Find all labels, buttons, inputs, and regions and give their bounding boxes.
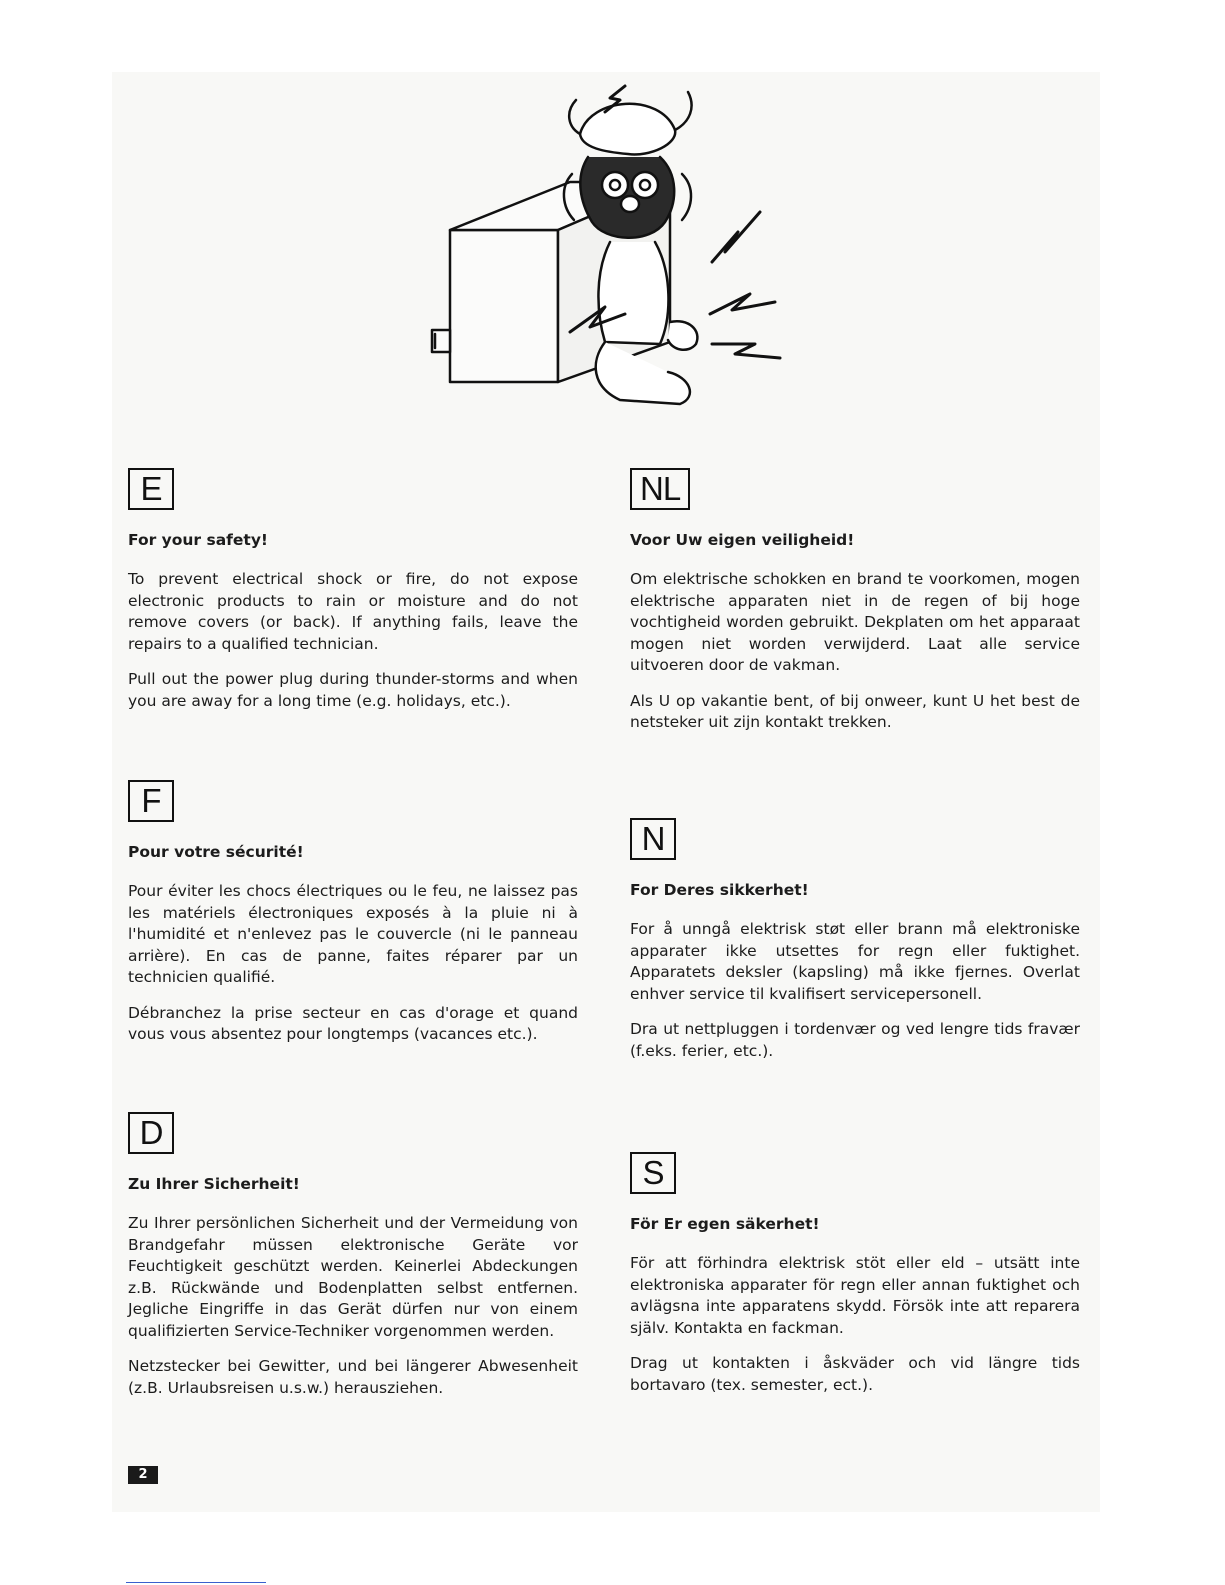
section-title: För Er egen säkerhet! [630, 1215, 820, 1233]
section-title: Voor Uw eigen veiligheid! [630, 531, 855, 549]
language-code-box: D [128, 1112, 174, 1154]
paragraph: Pour éviter les chocs électriques ou le feu, ne laissez pas les matériels électroniques exposés à la pluie ni à l'humidité et n'enlevez pas le couvercle (ni le panneau arrière). En cas de panne, faites réparer par un technicien qualifié. [128, 882, 578, 986]
paragraph: Netzstecker bei Gewitter, und bei längerer Abwesenheit (z.B. Urlaubsreisen u.s.w.) herausziehen. [128, 1357, 578, 1397]
section-german [128, 1112, 578, 1399]
paragraph: Pull out the power plug during thunder-storms and when you are away for a long time (e.g. holidays, etc.). [128, 670, 578, 710]
spark-right-1 [712, 212, 760, 262]
section-english [128, 468, 578, 712]
shake-right [682, 174, 691, 220]
language-code-box: NL [630, 468, 690, 510]
section-dutch [630, 468, 1080, 734]
spark-right-2 [710, 294, 775, 314]
paragraph: Om elektrische schokken en brand te voorkomen, mogen elektrische apparaten niet in de regen of bij hoge vochtigheid worden gebruikt. Dekplaten om het apparaat mogen niet worden verwijderd. Laat alle service uitvoeren door de vakman. [630, 570, 1080, 674]
language-code-box: F [128, 780, 174, 822]
section-swedish [630, 1152, 1080, 1396]
helmet [580, 104, 675, 155]
hand [668, 321, 697, 350]
body [598, 242, 668, 344]
section-norwegian [630, 818, 1080, 1062]
language-code-box: E [128, 468, 174, 510]
helmet-horn-right [675, 92, 692, 130]
page-number-badge: 2 [128, 1466, 158, 1484]
paragraph: Als U op vakantie bent, of bij onweer, kunt U het best de netsteker uit zijn kontakt trekken. [630, 691, 1080, 731]
section-title: Pour votre sécurité! [128, 843, 304, 861]
section-title: For your safety! [128, 531, 268, 549]
electric-shock-illustration [420, 82, 800, 417]
bottom-link-underline [126, 1582, 266, 1583]
language-code-box: S [630, 1152, 676, 1194]
section-title: Zu Ihrer Sicherheit! [128, 1175, 300, 1193]
language-code-box: N [630, 818, 676, 860]
paragraph: Drag ut kontakten i åskväder och vid längre tids bortavaro (tex. semester, ect.). [630, 1354, 1080, 1394]
nose [621, 196, 639, 212]
paragraph: Zu Ihrer persönlichen Sicherheit und der Vermeidung von Brandgefahr müssen elektronische Geräte vor Feuchtigkeit geschützt werden. Keinerlei Abdeckungen z.B. Rückwände und Bodenplatten selbst entfernen. Jegliche Eingriffe in das Gerät dürfen nur von einem qualifizierten Service-Techniker vorgenommen werden. [128, 1214, 578, 1340]
paragraph: Débranchez la prise secteur en cas d'orage et quand vous vous absentez pour longtemps (vacances etc.). [128, 1003, 578, 1043]
paragraph: För att förhindra elektrisk stöt eller eld – utsätt inte elektroniska apparater för regn eller annan fuktighet och avlägsna inte apparatens skydd. Försök inte att reparera själv. Kontakta en fackman. [630, 1254, 1080, 1337]
spark-right-3 [712, 344, 780, 358]
eye-right [632, 172, 658, 198]
paragraph: For å unngå elektrisk støt eller brann må elektroniske apparater ikke utsettes for regn eller fuktighet. Apparatets deksler (kapsling) må ikke fjernes. Overlat enhver service til kvalifisert servicepersonell. [630, 920, 1080, 1003]
paragraph: Dra ut nettpluggen i tordenvær og ved lengre tids fravær (f.eks. ferier, etc.). [630, 1020, 1080, 1060]
section-title: For Deres sikkerhet! [630, 881, 809, 899]
paragraph: To prevent electrical shock or fire, do not expose electronic products to rain or moisture and do not remove covers (or back). If anything fails, leave the repairs to a qualified technician. [128, 570, 578, 653]
helmet-horn-left [569, 100, 580, 134]
section-french [128, 780, 578, 1046]
device-front [450, 230, 558, 382]
eye-left [602, 172, 628, 198]
